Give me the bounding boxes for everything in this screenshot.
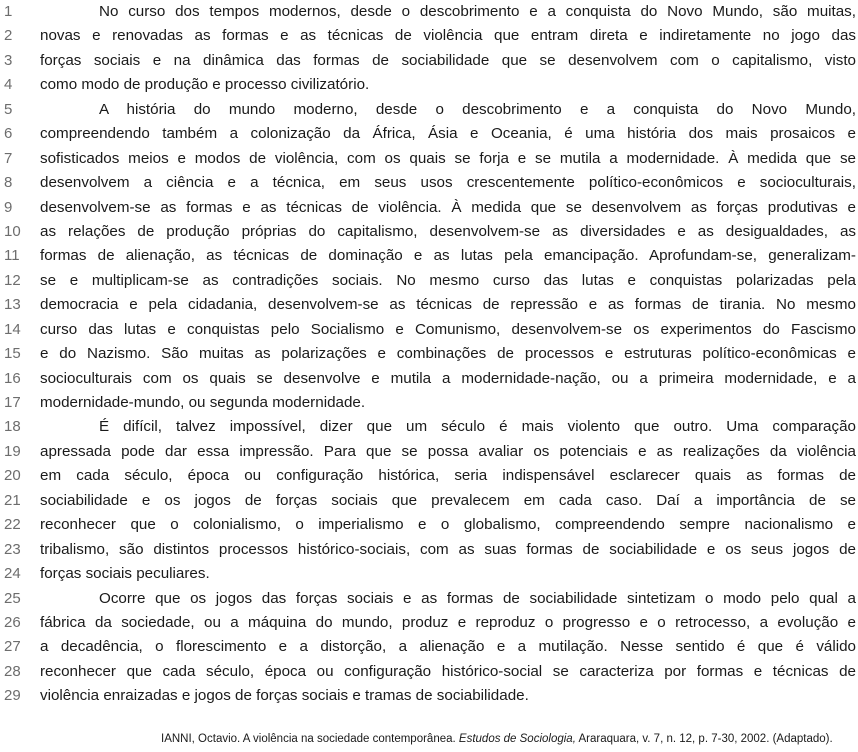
line-number: 5 <box>4 100 13 118</box>
line-number: 28 <box>4 662 21 680</box>
text-line <box>0 489 858 513</box>
line-number: 27 <box>4 638 21 656</box>
reference-journal: Estudos de Sociologia, <box>458 733 576 745</box>
text-line <box>0 391 858 415</box>
line-text: violência enraizadas e jogos de forças sociais e tramas de sociabilidade. <box>40 687 529 705</box>
text-line <box>0 415 858 439</box>
line-number: 3 <box>4 51 13 69</box>
line-text: reconhecer que cada século, época ou configuração histórico-social se caracteriza por formas e técnicas de <box>40 662 856 680</box>
line-number: 15 <box>4 345 21 363</box>
line-number: 11 <box>4 247 20 265</box>
text-line <box>0 513 858 537</box>
line-number: 17 <box>4 394 21 411</box>
line-text: sociabilidade e os jogos de forças sociais que prevalecem em cada caso. Daí a importância de se <box>40 491 856 509</box>
line-text: formas de alienação, as técnicas de dominação e as lutas pela emancipação. Aprofundam-se, generalizam- <box>40 247 856 265</box>
line-text: fábrica da sociedade, ou a máquina do mundo, produz e reproduz o progresso e o retrocesso, a evolução e <box>40 613 856 631</box>
line-text: reconhecer que o colonialismo, o imperialismo e o globalismo, compreendendo sempre nacionalismo e <box>40 516 856 534</box>
line-number: 1 <box>4 3 13 20</box>
line-text: em cada século, época ou configuração histórica, seria indispensável esclarecer quais as formas de <box>40 467 856 485</box>
line-number: 24 <box>4 565 21 583</box>
line-text: se e multiplicam-se as contradições sociais. No mesmo curso das lutas e conquistas polarizadas pela <box>40 271 856 289</box>
line-number: 26 <box>4 613 21 631</box>
text-line <box>0 220 858 244</box>
line-text: compreendendo também a colonização da África, Ásia e Oceania, é uma história dos mais prosaicos e <box>40 125 856 143</box>
text-line <box>0 660 858 684</box>
text-line <box>0 440 858 464</box>
line-number: 6 <box>4 125 13 143</box>
line-text: a decadência, o florescimento e a distorção, a alienação e a mutilação. Nesse sentido é que é válido <box>40 638 856 656</box>
text-line <box>0 587 858 611</box>
reference-details: Araraquara, v. 7, n. 12, p. 7-30, 2002. (Adaptado). <box>575 733 833 745</box>
line-text: socioculturais com os quais se desenvolve e mutila a modernidade-nação, ou a primeira modernidade, e a <box>40 369 856 387</box>
text-line <box>0 293 858 317</box>
line-number: 20 <box>4 467 21 485</box>
line-text: modernidade-mundo, ou segunda modernidade. <box>40 394 366 411</box>
text-line <box>0 464 858 488</box>
line-number: 10 <box>4 222 21 240</box>
line-text: as relações de produção próprias do capitalismo, desenvolvem-se as diversidades e as desigualdades, as <box>40 222 856 240</box>
line-text: democracia e pela cidadania, desenvolvem-se as técnicas de repressão e as formas de tirania. No mesmo <box>40 296 856 314</box>
line-text: A história do mundo moderno, desde o descobrimento e a conquista do Novo Mundo, <box>99 100 856 118</box>
line-number: 23 <box>4 540 21 558</box>
line-number: 16 <box>4 369 21 387</box>
line-number: 19 <box>4 442 21 460</box>
line-text: sofisticados meios e modos de violência, com os quais se forja e se mutila a modernidade. À medida que se <box>40 149 856 167</box>
line-text: apressada pode dar essa impressão. Para que se possa avaliar os potenciais e as realizações da violência <box>40 442 856 460</box>
text-line <box>0 318 858 342</box>
text-line <box>0 635 858 659</box>
line-text: Ocorre que os jogos das forças sociais e as formas de sociabilidade sintetizam o modo pelo qual a <box>99 589 856 607</box>
text-line <box>0 342 858 366</box>
line-number: 18 <box>4 418 21 436</box>
line-number: 21 <box>4 491 21 509</box>
line-text: É difícil, talvez impossível, dizer que um século é mais violento que outro. Uma comparação <box>99 418 856 436</box>
line-number: 2 <box>4 27 13 45</box>
line-text: novas e renovadas as formas e as técnicas de violência que entram direta e indiretamente no jogo das <box>40 27 856 45</box>
line-text: forças sociais peculiares. <box>40 565 210 583</box>
line-number: 4 <box>4 76 13 94</box>
line-text: desenvolvem-se as formas e as técnicas de violência. À medida que se desenvolvem as forças produtivas e <box>40 198 856 216</box>
reference-author: IANNI, Octavio. A violência na sociedade contemporânea. <box>161 733 459 745</box>
line-number: 22 <box>4 516 21 534</box>
line-number: 29 <box>4 687 21 705</box>
line-number: 25 <box>4 589 21 607</box>
line-number: 8 <box>4 174 13 192</box>
line-text: como modo de produção e processo civilizatório. <box>40 76 370 94</box>
text-line <box>0 24 858 48</box>
line-text: e do Nazismo. São muitas as polarizações e combinações de processos e estruturas político-econômicas e <box>40 345 856 363</box>
line-number: 13 <box>4 296 21 314</box>
text-line <box>0 269 858 293</box>
reference-citation <box>161 731 833 747</box>
line-number: 9 <box>4 198 13 216</box>
line-number: 12 <box>4 271 21 289</box>
text-line <box>0 73 858 97</box>
text-line <box>0 98 858 122</box>
text-line <box>0 147 858 171</box>
text-line <box>0 196 858 220</box>
text-line <box>0 367 858 391</box>
line-text: No curso dos tempos modernos, desde o descobrimento e a conquista do Novo Mundo, são muitas, <box>99 3 856 20</box>
line-text: desenvolvem a ciência e a técnica, em seus usos crescentemente político-econômicos e socioculturais, <box>40 174 856 192</box>
text-line <box>0 611 858 635</box>
text-line <box>0 684 858 708</box>
text-line <box>0 122 858 146</box>
line-text: curso das lutas e conquistas pelo Socialismo e Comunismo, desenvolvem-se os experimentos do Fascismo <box>40 320 856 338</box>
text-line <box>0 562 858 586</box>
text-line <box>0 0 858 24</box>
text-line <box>0 171 858 195</box>
text-line <box>0 49 858 73</box>
line-text: forças sociais e na dinâmica das formas de sociabilidade que se desenvolvem com o capitalismo, visto <box>40 51 856 69</box>
text-line <box>0 538 858 562</box>
line-number: 14 <box>4 320 21 338</box>
line-number: 7 <box>4 149 13 167</box>
line-text: tribalismo, são distintos processos histórico-sociais, com as suas formas de sociabilidade e os seus jogos de <box>40 540 856 558</box>
text-line <box>0 244 858 268</box>
